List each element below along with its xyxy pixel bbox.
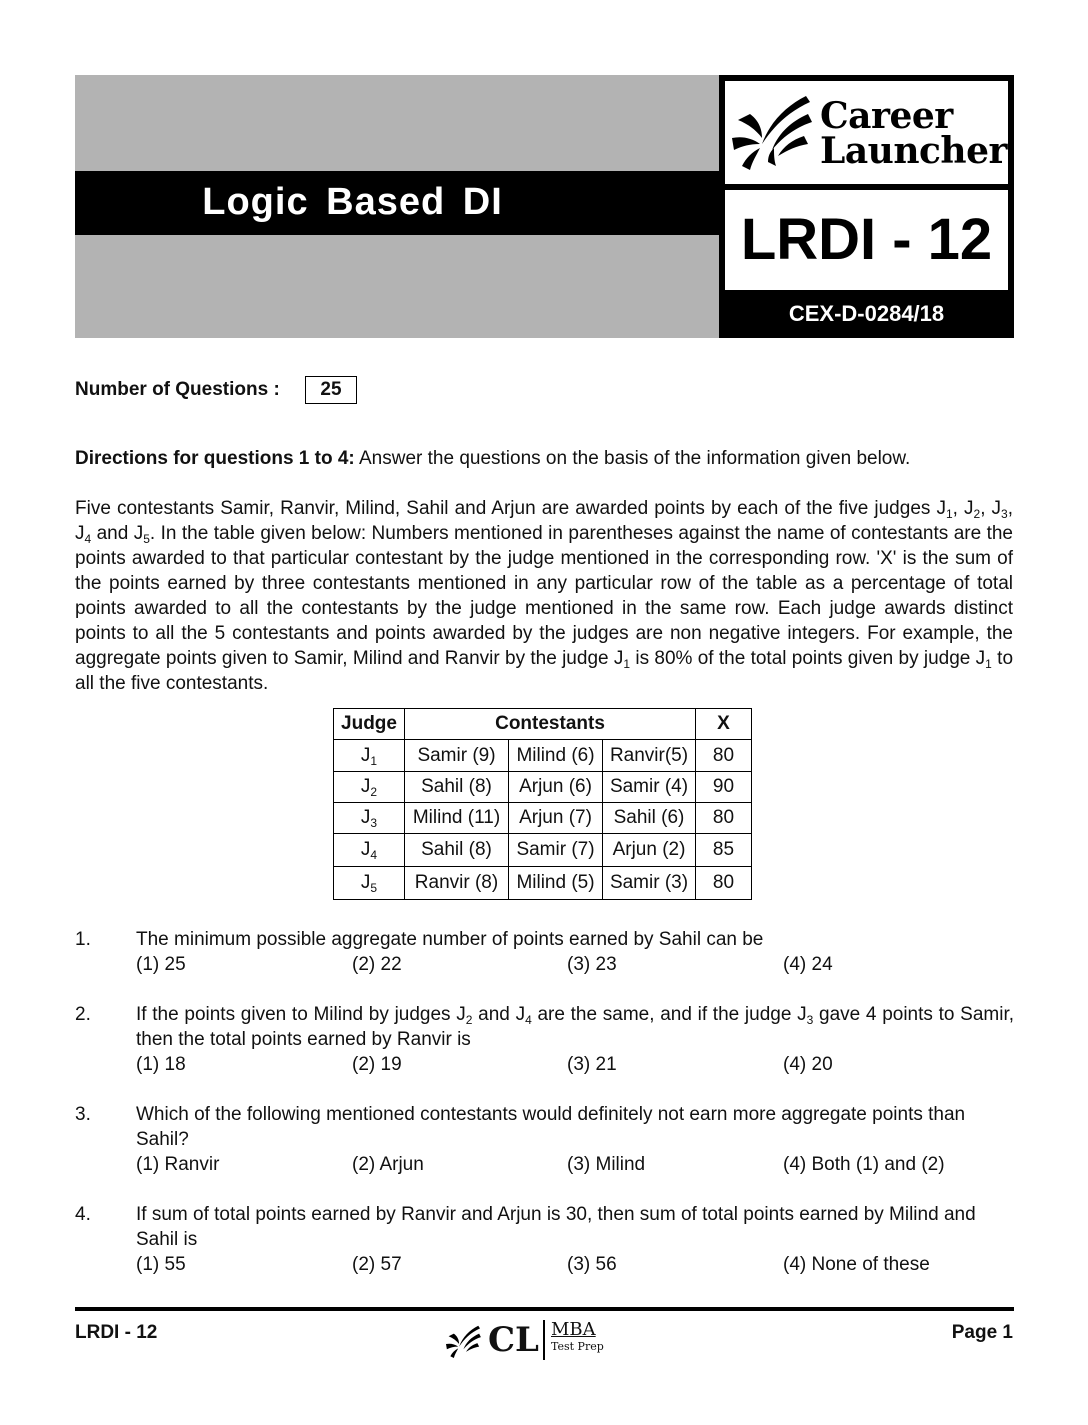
option: (1) 18	[136, 1054, 186, 1075]
passage-text: is 80% of the total points given by judge J	[630, 648, 986, 669]
brand-name-line1: Career	[820, 95, 953, 137]
directions-text: Answer the questions on the basis of the information given below.	[354, 448, 911, 469]
question-number: 1.	[75, 929, 91, 950]
option: (4) None of these	[783, 1254, 930, 1275]
option: (4) 20	[783, 1054, 833, 1075]
contestant-cell: Samir (3)	[603, 867, 696, 900]
option: (3) 23	[567, 954, 617, 975]
contestant-cell: Sahil (8)	[405, 772, 509, 803]
judge-header: Judge	[334, 709, 405, 740]
passage-text: to all the five contestants.	[75, 648, 1014, 694]
judge-cell: $J_5$	[334, 867, 405, 900]
directions-lead: Directions for questions 1 to 4:	[75, 448, 355, 469]
table-row	[334, 867, 752, 900]
contestant-cell: Samir (4)	[603, 772, 696, 803]
x-cell: 85	[696, 834, 752, 867]
contestant-cell: Milind (11)	[405, 803, 509, 834]
footer-logo-cl: CL	[488, 1320, 539, 1360]
x-cell: 80	[696, 867, 752, 900]
question-text: Which of the following mentioned contestants would definitely not earn more aggregate points than Sahil?	[136, 1104, 966, 1150]
option: (3) 56	[567, 1254, 617, 1275]
judge-cell: $J_2$	[334, 772, 405, 803]
contestant-cell: Arjun (2)	[603, 834, 696, 867]
x-header: X	[696, 709, 752, 740]
serial-number: CEX-D-0284/18	[788, 301, 945, 326]
footer-logo	[440, 1318, 620, 1364]
footer-logo-mba: MBA	[551, 1319, 596, 1340]
brand-name-line2: Launcher	[820, 130, 1007, 172]
passage-text: Five contestants Samir, Ranvir, Milind, Sahil and Arjun are awarded points by each of the five judges J	[75, 498, 946, 519]
question-text: If sum of total points earned by Ranvir and Arjun is 30, then sum of total points earned by Milind and Sahil is	[136, 1204, 976, 1250]
x-cell: 80	[696, 803, 752, 834]
contestants-header: Contestants	[405, 709, 696, 740]
question-text: If the points given to Milind by judges $J_2$ and $J_4$ are the same, and if the judge $J_3$ gave 4 points to Samir, then the total points earned by Ranvir is	[136, 1004, 1014, 1050]
cl-mark-icon	[440, 1324, 486, 1358]
passage: Five contestants Samir, Ranvir, Milind, Sahil and Arjun are awarded points by each of the five judges $J_1$, $J_2$, $J_3$, $J_4$ and $J_5$. In the table given below: Numbers mentioned in parentheses against the name of contestants are the points awarded to that particular contestant by the judge mentioned in the corresponding row. 'X' is the sum of the points earned by three contestants mentioned in any particular row of the table as a percentage of total points awarded to all the contestants by the judge mentioned in the same row. Each judge awards distinct points to all the 5 contestants and points awarded by the judges are non negative integers. For example, the aggregate points given to Samir, Milind and Ranvir by the judge $J_1$ is 80% of the total points given by judge $J_1$ to all the five contestants.	[75, 498, 1014, 694]
logo-divider	[543, 1320, 545, 1360]
option: (4) Both (1) and (2)	[783, 1154, 945, 1175]
table-header-row	[334, 709, 752, 740]
option: (1) Ranvir	[136, 1154, 220, 1175]
page-title: Logic Based DI	[202, 181, 503, 223]
passage-text: and J	[96, 523, 144, 544]
footer-divider	[75, 1307, 1014, 1311]
option: (2) 19	[352, 1054, 402, 1075]
question-number: 4.	[75, 1204, 91, 1225]
option: (3) 21	[567, 1054, 617, 1075]
question-count-label: Number of Questions :	[75, 379, 280, 400]
contestant-cell: Ranvir (8)	[405, 867, 509, 900]
page-number: Page 1	[951, 1322, 1013, 1343]
option: (2) 22	[352, 954, 402, 975]
contestant-cell: Milind (5)	[509, 867, 603, 900]
judge-cell: $J_3$	[334, 803, 405, 834]
x-cell: 80	[696, 740, 752, 772]
question-count-value: 25	[305, 376, 357, 404]
table-row	[334, 772, 752, 803]
option: (2) Arjun	[352, 1154, 424, 1175]
directions	[75, 446, 1013, 471]
judge-cell: $J_1$	[334, 740, 405, 772]
contestant-cell: Milind (6)	[509, 740, 603, 772]
contestant-cell: Samir (7)	[509, 834, 603, 867]
option: (2) 57	[352, 1254, 402, 1275]
contestant-cell: Samir (9)	[405, 740, 509, 772]
career-launcher-logo-icon	[728, 92, 814, 170]
table-row	[334, 740, 752, 772]
option: (4) 24	[783, 954, 833, 975]
question-number: 3.	[75, 1104, 91, 1125]
contestant-cell: Sahil (8)	[405, 834, 509, 867]
table-row	[334, 834, 752, 867]
passage-text: . In the table given below: Numbers mentioned in parentheses against the name of contestants are the points awarded to that particular contestant by the judge mentioned in the corresponding row. 'X' is the sum of the points earned by three contestants mentioned in any particular row of the table as a percentage of total points awarded to all the contestants by the judge mentioned in the same row. Each judge awards distinct points to all the 5 contestants and points awarded by the judges are non negative integers. For example, the aggregate points given to Samir, Milind and Ranvir by the judge J	[75, 523, 1013, 669]
contestant-cell: Sahil (6)	[603, 803, 696, 834]
footer-logo-sub: Test Prep	[551, 1340, 604, 1353]
contestant-cell: Ranvir(5)	[603, 740, 696, 772]
question-text: The minimum possible aggregate number of points earned by Sahil can be	[136, 929, 764, 950]
x-cell: 90	[696, 772, 752, 803]
points-table	[333, 708, 752, 900]
question-number: 2.	[75, 1004, 91, 1025]
option: (1) 25	[136, 954, 186, 975]
test-code: LRDI - 12	[740, 207, 993, 272]
option: (1) 55	[136, 1254, 186, 1275]
table-row	[334, 803, 752, 834]
footer-code: LRDI - 12	[75, 1322, 158, 1343]
contestant-cell: Arjun (6)	[509, 772, 603, 803]
option: (3) Milind	[567, 1154, 646, 1175]
judge-cell: $J_4$	[334, 834, 405, 867]
contestant-cell: Arjun (7)	[509, 803, 603, 834]
